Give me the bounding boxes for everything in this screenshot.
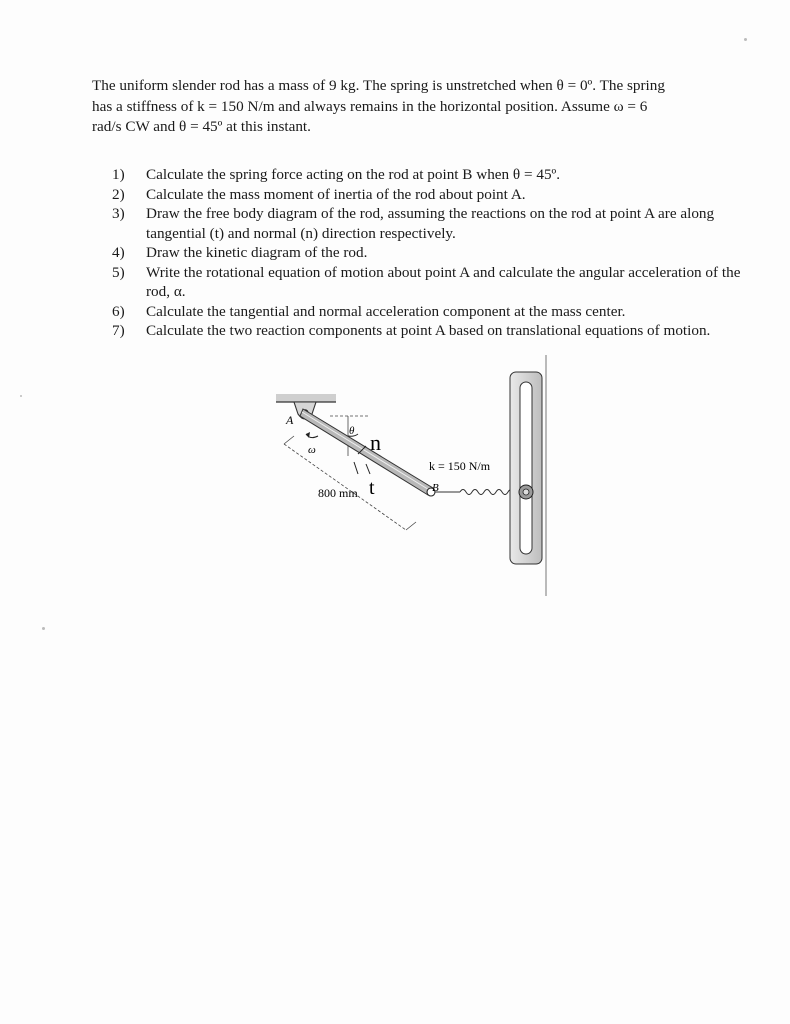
rod xyxy=(300,409,433,495)
task-text: Write the rotational equation of motion about point A and calculate the angular acceleration of the rod, α. xyxy=(146,263,741,300)
task-text: Calculate the two reaction components at point A based on translational equations of motion. xyxy=(146,322,711,339)
label-omega: ω xyxy=(308,444,316,456)
scan-speck xyxy=(744,38,747,41)
task-item xyxy=(112,185,752,205)
task-list xyxy=(112,165,752,341)
label-n: n xyxy=(370,430,381,455)
label-length: 800 mm xyxy=(318,486,358,500)
task-text: Calculate the mass moment of inertia of the rod about point A. xyxy=(146,185,526,203)
task-number: 7) xyxy=(112,322,125,339)
label-theta: θ xyxy=(349,425,355,437)
task-number: 3) xyxy=(112,205,125,222)
task-number: 6) xyxy=(112,302,125,320)
task-text: Draw the free body diagram of the rod, assuming the reactions on the rod at point A are along tangential (t) and normal (n) direction respectively. xyxy=(146,205,715,242)
scan-speck xyxy=(42,627,45,630)
label-t: t xyxy=(369,477,375,499)
task-item xyxy=(112,302,752,322)
task-number: 5) xyxy=(112,263,125,281)
rod-spring-diagram xyxy=(270,350,570,600)
task-text: Draw the kinetic diagram of the rod. xyxy=(146,244,368,261)
problem-line-2: has a stiffness of k = 150 N/m and always remains in the horizontal position. Assume ω = 6 xyxy=(92,97,648,115)
task-number: 4) xyxy=(112,244,125,261)
label-A: A xyxy=(286,413,294,427)
task-item xyxy=(112,243,752,263)
task-number: 1) xyxy=(112,166,125,183)
task-number: 2) xyxy=(112,185,125,203)
dimension-line xyxy=(284,436,416,530)
task-text: Calculate the spring force acting on the rod at point B when θ = 45º. xyxy=(146,166,561,183)
problem-statement xyxy=(92,76,752,138)
problem-line-3: rad/s CW and θ = 45º at this instant. xyxy=(92,118,311,135)
label-k: k = 150 N/m xyxy=(429,459,491,473)
spring xyxy=(435,490,522,495)
task-item xyxy=(112,263,752,302)
task-item xyxy=(112,204,752,243)
task-item xyxy=(112,165,752,185)
task-item xyxy=(112,321,752,341)
task-text: Calculate the tangential and normal acceleration component at the mass center. xyxy=(146,302,626,320)
problem-line-1: The uniform slender rod has a mass of 9 kg. The spring is unstretched when θ = 0º. The spring xyxy=(92,77,665,94)
label-B: B xyxy=(432,482,439,494)
scan-speck xyxy=(20,395,22,397)
wall-slot xyxy=(510,355,546,596)
